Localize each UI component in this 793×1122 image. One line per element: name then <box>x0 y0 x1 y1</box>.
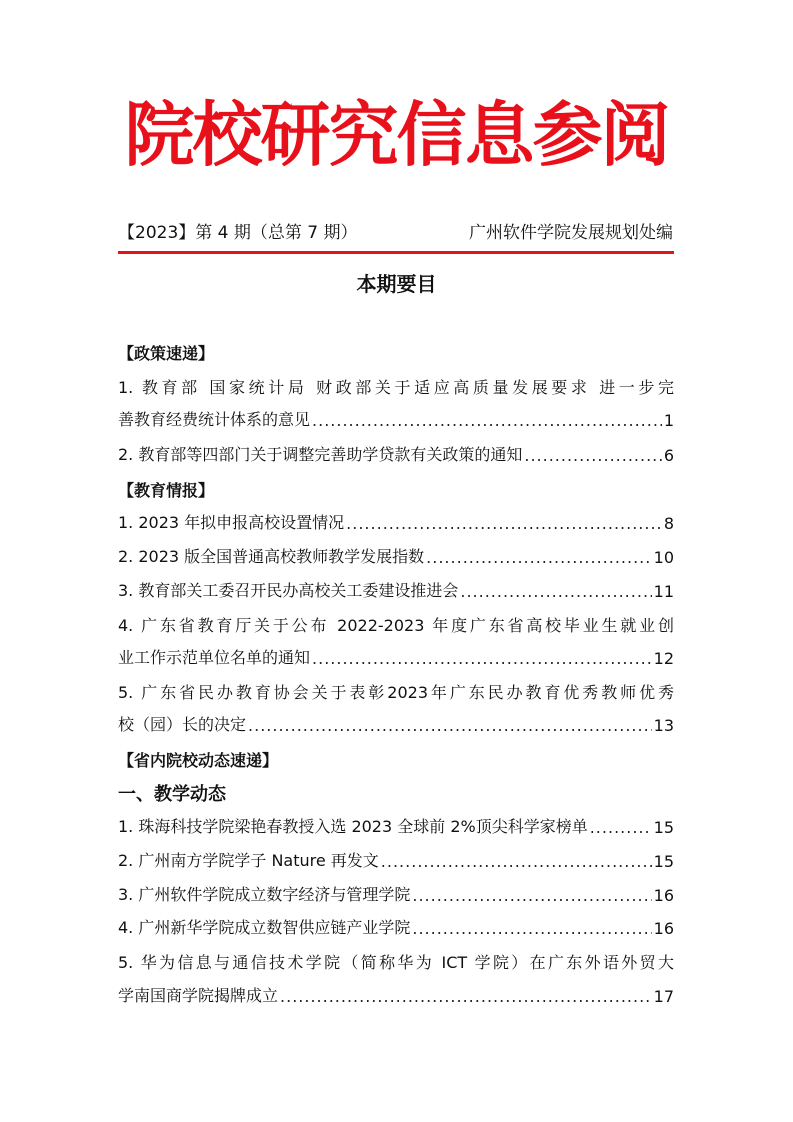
toc-entry-title: 3. 教育部关工委召开民办高校关工委建设推进会 <box>118 581 459 600</box>
toc-entry[interactable] <box>118 984 674 1006</box>
dot-leader <box>248 716 652 735</box>
toc-heading-education: 【教育情报】 <box>118 481 215 500</box>
toc-entry[interactable] <box>118 545 674 567</box>
dot-leader <box>460 582 651 601</box>
toc-entry[interactable] <box>118 849 674 871</box>
toc-entry-title: 2. 2023 版全国普通高校教师教学发展指数 <box>118 547 425 566</box>
toc-entry[interactable] <box>118 408 674 430</box>
toc-entry-title: 1. 珠海科技学院梁艳春教授入选 2023 全球前 2%顶尖科学家榜单 <box>118 817 588 836</box>
toc-page-number: 13 <box>653 716 674 735</box>
toc-page-number: 10 <box>653 548 674 567</box>
masthead-title: 院校研究信息参阅 <box>124 93 669 176</box>
dot-leader <box>412 919 651 938</box>
toc-entry[interactable] <box>118 443 674 465</box>
header-divider <box>118 251 674 254</box>
dot-leader <box>412 886 651 905</box>
toc-entry[interactable] <box>118 883 674 905</box>
toc-entry-title: 2. 教育部等四部门关于调整完善助学贷款有关政策的通知 <box>118 445 523 464</box>
toc-heading-policy: 【政策速递】 <box>118 344 215 363</box>
toc-entry-line[interactable]: 1. 教育部 国家统计局 财政部关于适应高质量发展要求 进一步完 <box>118 378 674 397</box>
toc-entry[interactable] <box>118 646 674 668</box>
toc-page-number: 17 <box>653 987 674 1006</box>
toc-entry[interactable] <box>118 579 674 601</box>
toc-entry-title: 3. 广州软件学院成立数字经济与管理学院 <box>118 885 411 904</box>
toc-entry-title: 业工作示范单位名单的通知 <box>118 648 311 667</box>
toc-entry-title: 1. 2023 年拟申报高校设置情况 <box>118 513 345 532</box>
toc-heading-province: 【省内院校动态速递】 <box>118 751 279 770</box>
editor-unit: 广州软件学院发展规划处编 <box>469 223 673 243</box>
dot-leader <box>312 649 652 668</box>
dot-leader <box>426 548 651 567</box>
issue-number: 【2023】第 4 期（总第 7 期） <box>118 223 358 243</box>
toc-page-number: 15 <box>653 818 674 837</box>
toc-entry[interactable] <box>118 511 674 533</box>
toc-entry[interactable] <box>118 916 674 938</box>
dot-leader <box>280 987 652 1006</box>
toc-page-number: 6 <box>663 446 674 465</box>
dot-leader <box>524 446 661 465</box>
dot-leader <box>381 852 652 871</box>
toc-page-number: 12 <box>653 649 674 668</box>
toc-page-number: 8 <box>663 514 674 533</box>
toc-page-number: 16 <box>653 886 674 905</box>
toc-page-number: 16 <box>653 919 674 938</box>
toc-subheading-teaching: 一、教学动态 <box>118 784 226 805</box>
section-title: 本期要目 <box>356 272 437 296</box>
toc-entry-title: 学南国商学院揭牌成立 <box>118 986 279 1005</box>
toc-entry[interactable] <box>118 713 674 735</box>
toc-entry-title: 4. 广州新华学院成立数智供应链产业学院 <box>118 918 411 937</box>
toc-entry-line[interactable]: 4. 广东省教育厅关于公布 2022-2023 年度广东省高校毕业生就业创 <box>118 616 674 635</box>
toc-page-number: 15 <box>653 852 674 871</box>
dot-leader <box>346 514 662 533</box>
toc-entry-title: 2. 广州南方学院学子 Nature 再发文 <box>118 851 379 870</box>
dot-leader <box>590 818 652 837</box>
toc-entry-line[interactable]: 5. 广东省民办教育协会关于表彰2023年广东民办教育优秀教师优秀 <box>118 683 674 702</box>
issue-info-row <box>118 218 673 248</box>
toc-page-number: 11 <box>653 582 674 601</box>
toc-entry[interactable] <box>118 815 674 837</box>
toc-entry-line[interactable]: 5. 华为信息与通信技术学院（简称华为 ICT 学院）在广东外语外贸大 <box>118 953 674 972</box>
toc-page-number: 1 <box>663 411 674 430</box>
toc-entry-title: 校（园）长的决定 <box>118 715 247 734</box>
dot-leader <box>312 411 662 430</box>
toc-entry-title: 善教育经费统计体系的意见 <box>118 410 311 429</box>
